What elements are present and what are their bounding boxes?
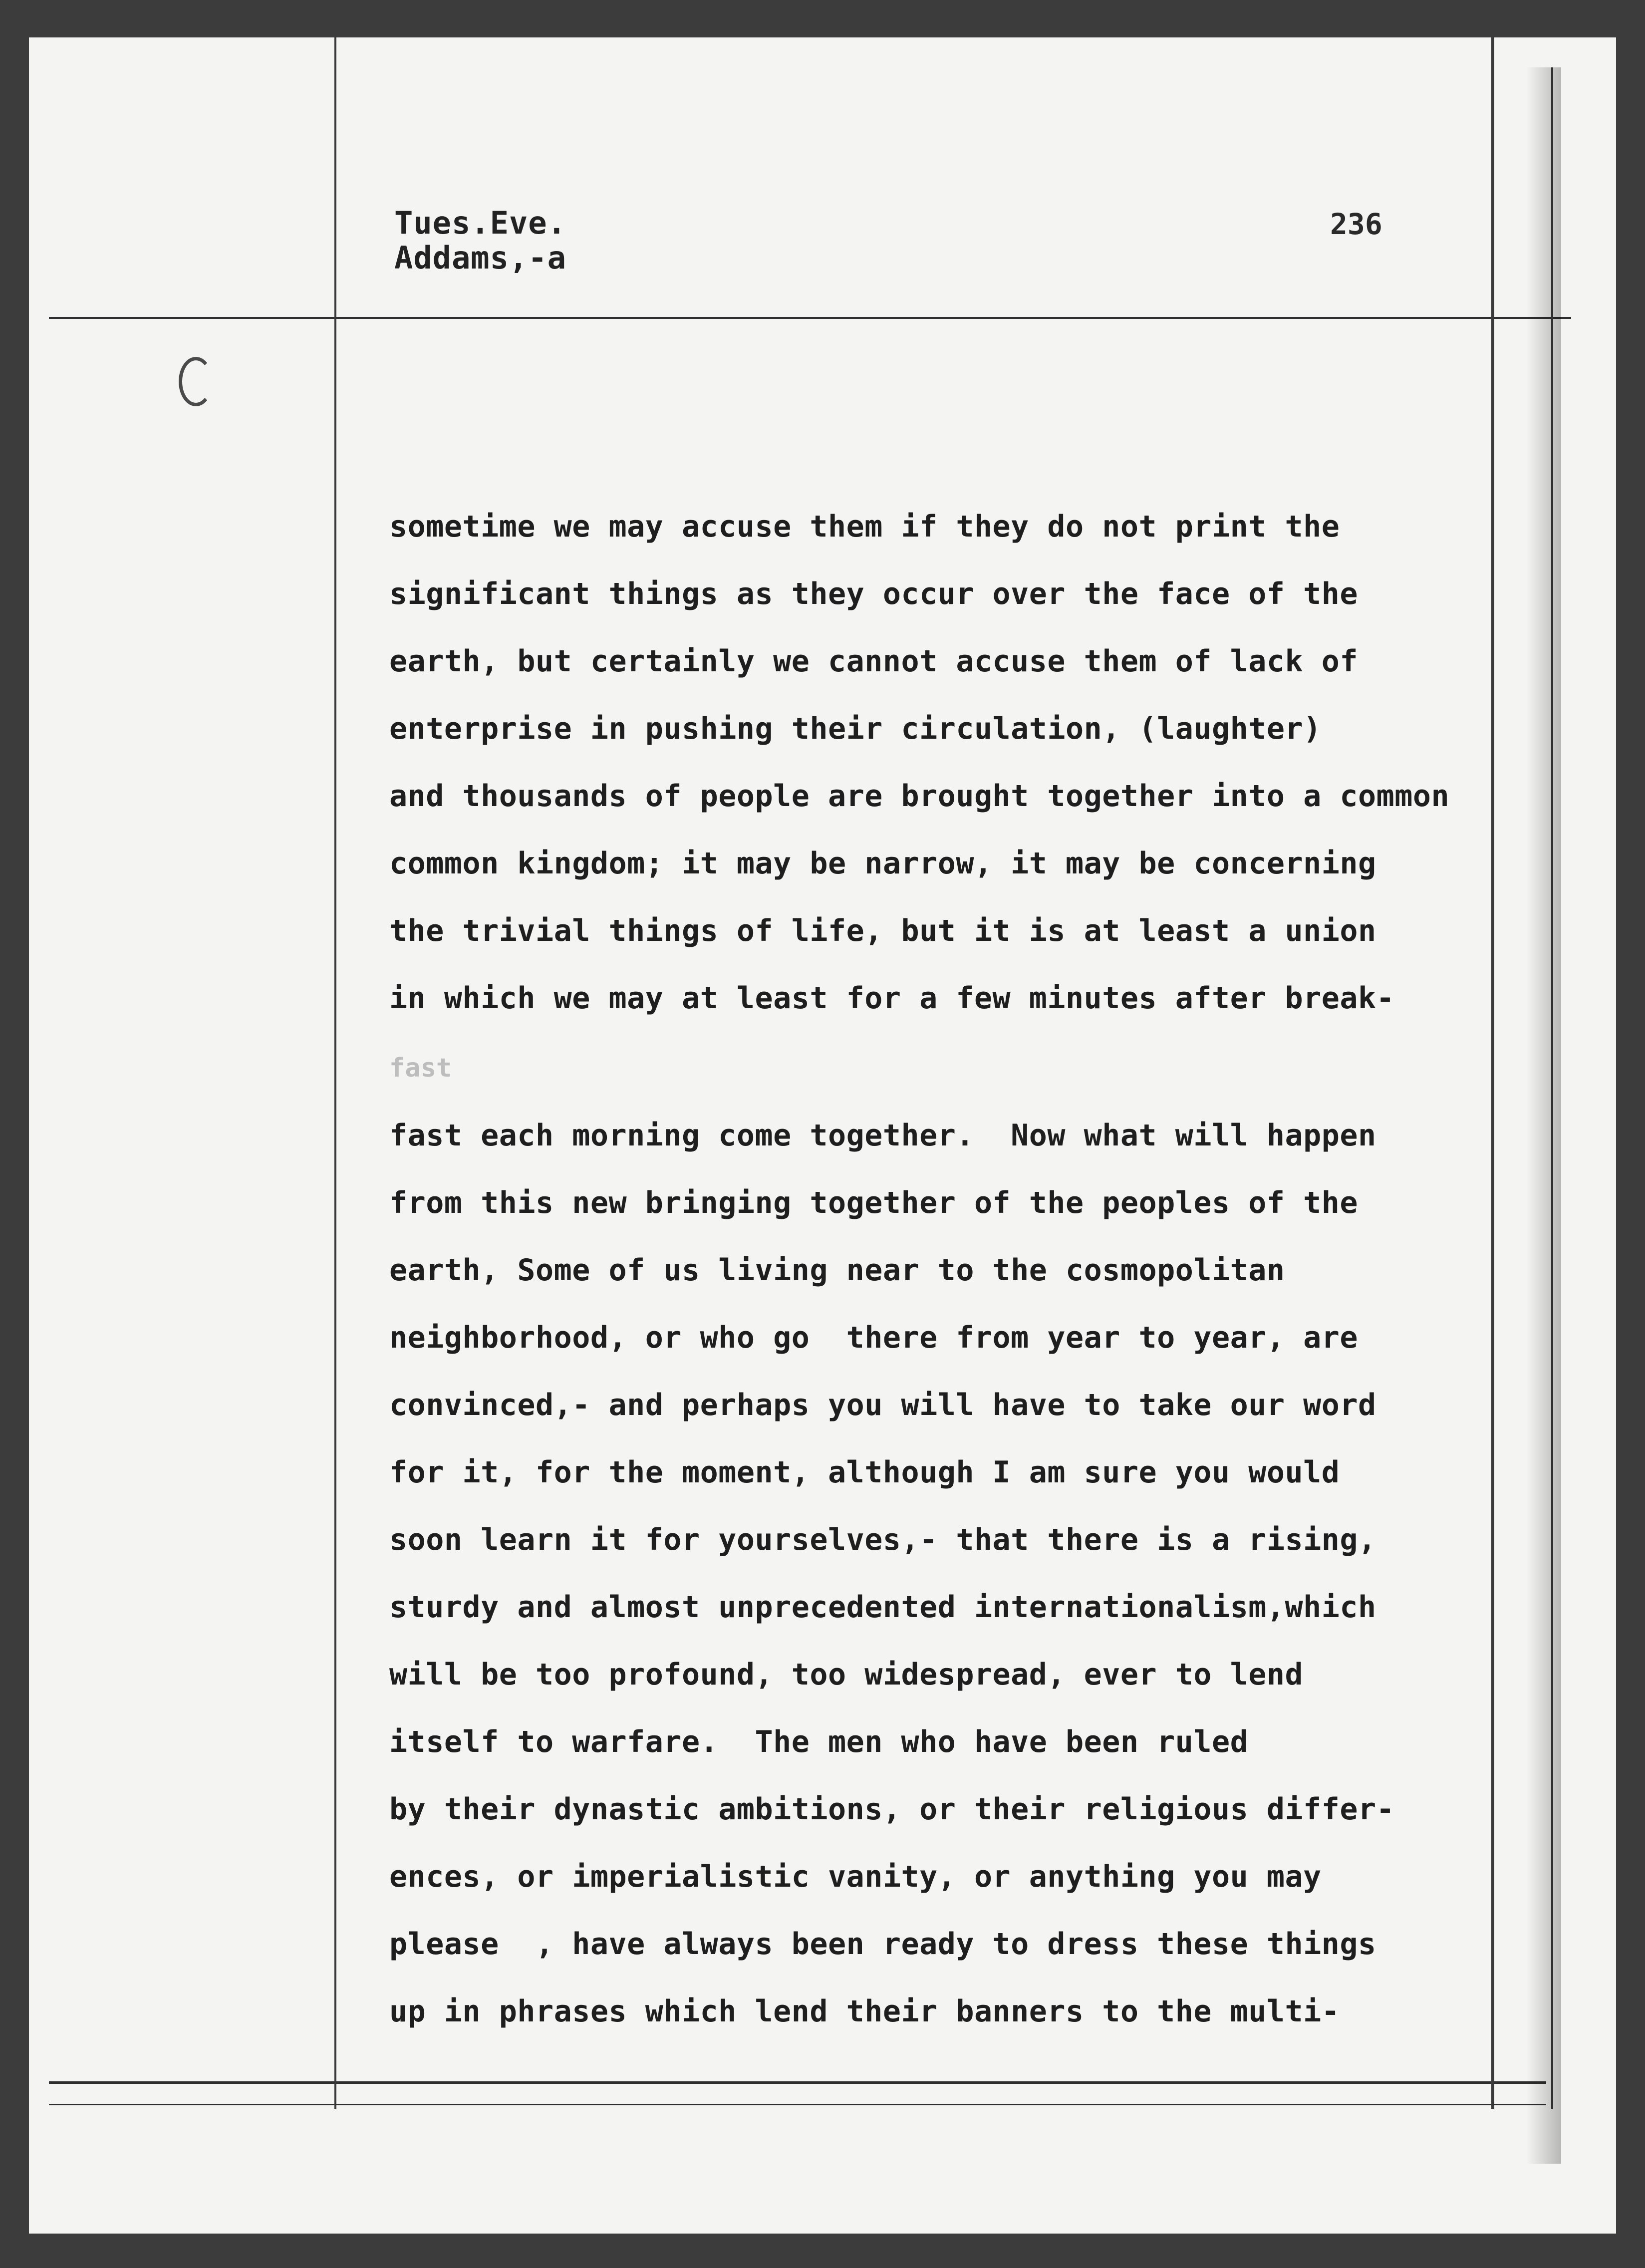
text-line: please , have always been ready to dress these things [389, 1927, 1376, 1962]
text-line: earth, Some of us living near to the cosmopolitan [389, 1253, 1285, 1288]
text-line: common kingdom; it may be narrow, it may be concerning [389, 846, 1376, 881]
text-line: sometime we may accuse them if they do not print the [389, 509, 1340, 544]
text-line: soon learn it for yourselves,- that there is a rising, [389, 1522, 1376, 1557]
left-margin-rule [334, 37, 336, 2109]
footer-rule-lower [49, 2104, 1546, 2105]
text-line: the trivial things of life, but it is at least a union [389, 913, 1376, 948]
page-number: 236 [1330, 207, 1382, 241]
text-line: itself to warfare. The men who have been ruled [389, 1724, 1249, 1759]
scan-edge-shadow [1526, 67, 1561, 2164]
text-line: up in phrases which lend their banners to the multi- [389, 1994, 1340, 2029]
text-line: by their dynastic ambitions, or their religious differ- [389, 1792, 1395, 1827]
faint-text-line: fast [389, 1053, 452, 1083]
text-line: fast each morning come together. Now what will happen [389, 1118, 1376, 1153]
text-line: neighborhood, or who go there from year to year, are [389, 1320, 1359, 1355]
text-line: sturdy and almost unprecedented internationalism,which [389, 1590, 1376, 1625]
header-speaker: Addams,-a [394, 240, 566, 276]
footer-rule [49, 2081, 1546, 2084]
right-margin-rule [1491, 37, 1494, 2109]
text-line: convinced,- and perhaps you will have to take our word [389, 1388, 1376, 1422]
header-rule [49, 317, 1571, 319]
text-line: earth, but certainly we cannot accuse them of lack of [389, 644, 1359, 679]
text-line: ences, or imperialistic vanity, or anything you may [389, 1859, 1322, 1894]
text-line: significant things as they occur over the face of the [389, 576, 1359, 611]
text-line: enterprise in pushing their circulation, (laughter) [389, 711, 1322, 746]
text-line: in which we may at least for a few minutes after break- [389, 981, 1395, 1016]
text-line: will be too profound, too widespread, ever to lend [389, 1657, 1304, 1692]
text-line: and thousands of people are brought together into a common [389, 779, 1450, 814]
header-date: Tues.Eve. [394, 205, 566, 241]
punch-hole-mark [179, 357, 213, 406]
text-line: for it, for the moment, although I am sure you would [389, 1455, 1340, 1490]
text-line: from this new bringing together of the peoples of the [389, 1185, 1359, 1220]
